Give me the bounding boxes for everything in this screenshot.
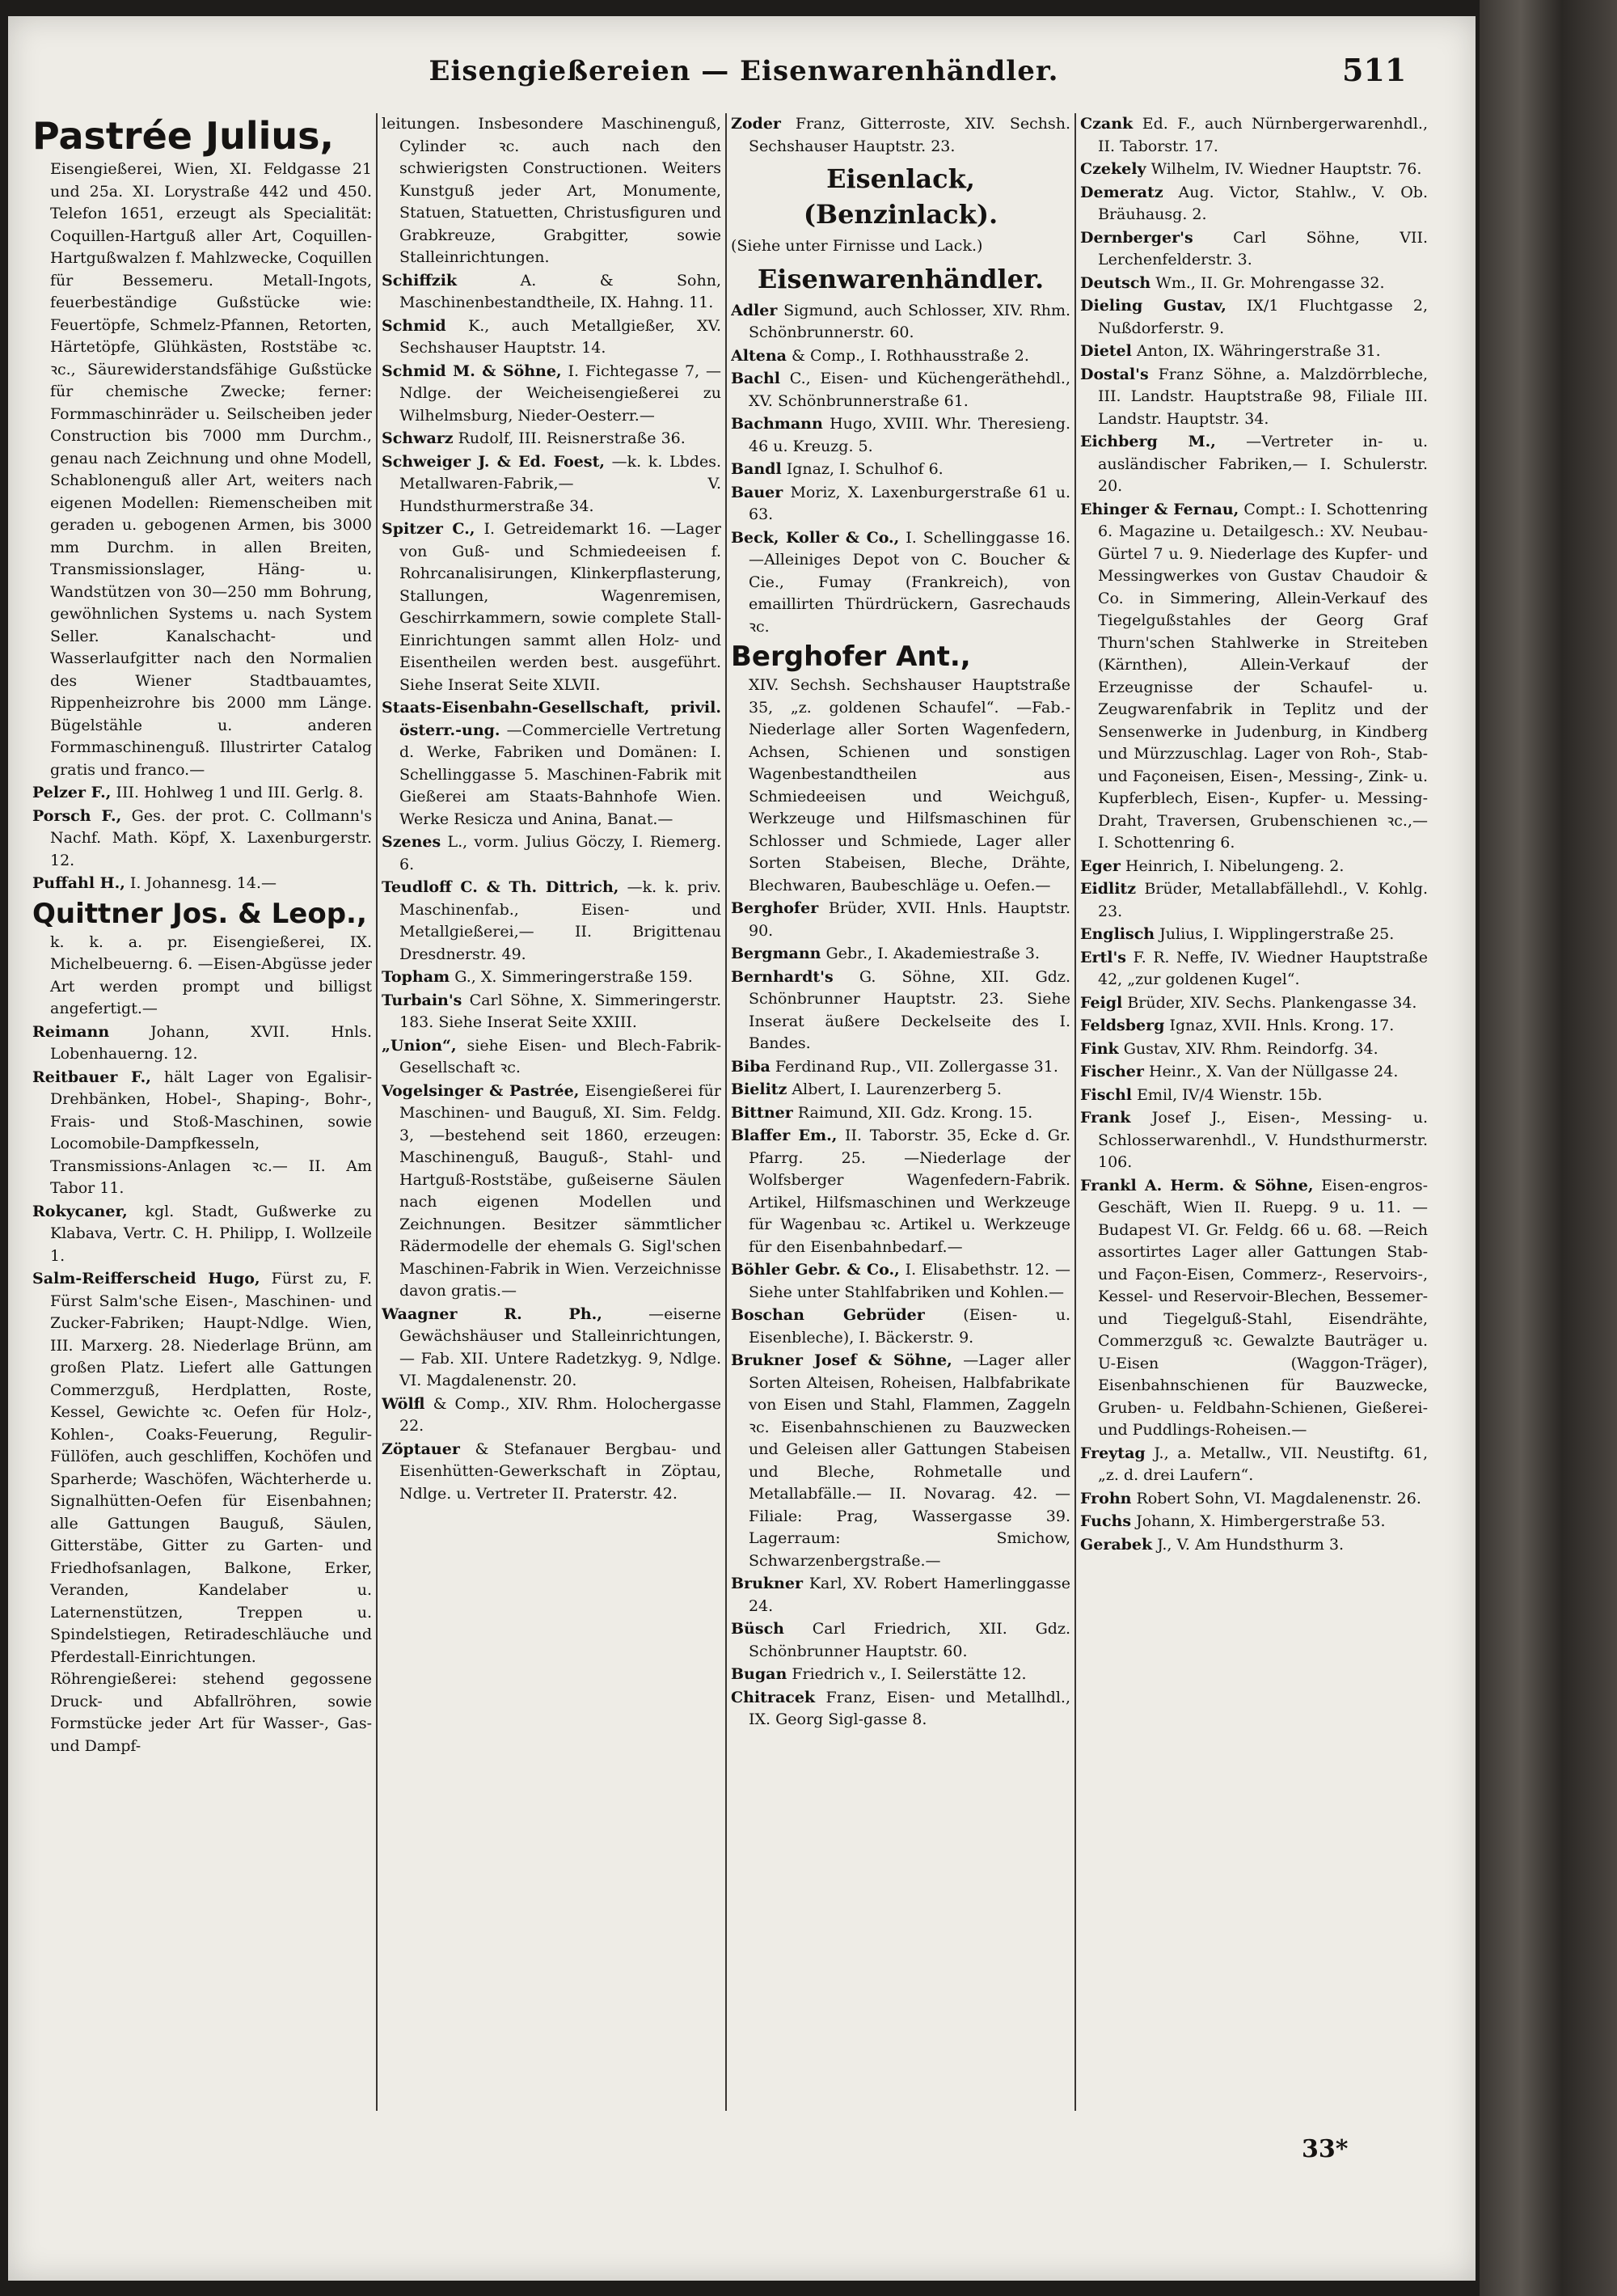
directory-entry bbox=[1080, 159, 1428, 181]
entry-name: Czank bbox=[1080, 115, 1134, 133]
entry-name: Vogelsinger & Pastrée, bbox=[382, 1081, 580, 1100]
entry-text: Brüder, Metallabfällehdl., V. Kohlg. 23. bbox=[1098, 880, 1428, 920]
entry-name: Eichberg M., bbox=[1080, 433, 1216, 450]
entry-text: —Lager aller Sorten Alteisen, Roheisen, Halbfabrikate von Eisen und Stahl, Flammen, Zaggeln ꝛc. Eisenbahnschienen zu Bauzwecken und Geleisen aller Gattungen Stabeisen und Bleche, Rohmetalle und Metallabfälle.— II. Novarag. 42. —Filiale: Prag, Wassergasse 39. Lagerraum: Smichow, Schwarzenbergstraße.— bbox=[749, 1351, 1070, 1570]
entry-name: Bauer bbox=[731, 483, 783, 501]
entry-name: Schmid bbox=[382, 316, 446, 335]
directory-entry bbox=[382, 361, 721, 428]
directory-entry bbox=[1080, 1488, 1428, 1511]
directory-entry bbox=[1080, 924, 1428, 946]
entry-name: Feldsberg bbox=[1080, 1017, 1165, 1034]
entry-text: —Vertreter in- u. ausländischer Fabriken,— I. Schulerstr. 20. bbox=[1098, 433, 1428, 495]
entry-name: Czekely bbox=[1080, 160, 1146, 178]
entry-text: I. Schellinggasse 16. —Alleiniges Depot von C. Boucher & Cie., Fumay (Frankreich), von emaillirten Thürdrückern, Gasrechauds ꝛc. bbox=[749, 528, 1070, 636]
entry-name: Boschan Gebrüder bbox=[731, 1306, 925, 1324]
entry-text: Raimund, XII. Gdz. Krong. 15. bbox=[797, 1103, 1033, 1122]
directory-entry bbox=[1080, 1038, 1428, 1061]
entry-name: Fischl bbox=[1080, 1085, 1133, 1104]
entry-text: Johann, XVII. Hnls. Lobenhauerng. 12. bbox=[50, 1022, 372, 1063]
entry-text: Aug. Victor, Stahlw., V. Ob. Bräuhausg. 2. bbox=[1098, 183, 1428, 223]
directory-entry bbox=[382, 966, 721, 989]
directory-entry bbox=[731, 527, 1070, 639]
entry-name: Schiffzik bbox=[382, 271, 458, 290]
entry-text: hält Lager von Egalisir-Drehbänken, Hobel-, Shaping-, Bohr-, Frais- und Stoß-Maschinen, sowie Locomobile-Dampfkesseln, Transmissions-Anlagen ꝛc.— II. Am Tabor 11. bbox=[50, 1068, 372, 1197]
entry-name: Dostal's bbox=[1080, 365, 1149, 383]
entry-text: F. R. Neffe, IV. Wiedner Hauptstraße 42, „zur goldenen Kugel“. bbox=[1098, 948, 1428, 988]
entry-name: Rokycaner, bbox=[32, 1202, 128, 1220]
entry-name: Freytag bbox=[1080, 1444, 1146, 1462]
entry-text: Heinr., X. Van der Nüllgasse 24. bbox=[1148, 1063, 1399, 1080]
entry-text: Ed. F., auch Nürnbergerwarenhdl., II. Taborstr. 17. bbox=[1098, 115, 1428, 155]
entry-name: Bugan bbox=[731, 1665, 787, 1683]
entry-text: Julius, I. Wipplingerstraße 25. bbox=[1159, 925, 1395, 943]
entry-name: Dietel bbox=[1080, 342, 1132, 360]
directory-entry bbox=[731, 1573, 1070, 1617]
entry-text: —k. k. Lbdes. Metallwaren-Fabrik,— V. Hundsthurmerstraße 34. bbox=[399, 452, 721, 515]
entry-text: & Stefanauer Bergbau- und Eisenhütten-Gewerkschaft in Zöptau, Ndlge. u. Vertreter II. Praterstr. 42. bbox=[399, 1440, 721, 1503]
entry-name: Eidlitz bbox=[1080, 880, 1136, 898]
entry-name: Teudloff C. & Th. Dittrich, bbox=[382, 878, 619, 896]
entry-name: Schweiger J. & Ed. Foest, bbox=[382, 452, 605, 471]
entry-name: Böhler Gebr. & Co., bbox=[731, 1261, 900, 1279]
directory-entry bbox=[382, 270, 721, 315]
page-signature: 33* bbox=[1302, 2135, 1349, 2163]
entry-name: Fuchs bbox=[1080, 1512, 1132, 1530]
entry-text: Carl Söhne, VII. Lerchenfelderstr. 3. bbox=[1098, 228, 1428, 269]
directory-entry bbox=[32, 873, 372, 895]
entry-text: Gustav, XIV. Rhm. Reindorfg. 34. bbox=[1123, 1039, 1378, 1058]
directory-entry bbox=[731, 1687, 1070, 1732]
directory-page bbox=[8, 16, 1476, 2281]
directory-entry bbox=[731, 413, 1070, 458]
entry-text: Friedrich v., I. Seilerstätte 12. bbox=[792, 1665, 1027, 1683]
entry-text: Ferdinand Rup., VII. Zollergasse 31. bbox=[775, 1057, 1058, 1076]
directory-entry bbox=[731, 1125, 1070, 1258]
directory-entry bbox=[1080, 1107, 1428, 1174]
directory-entry bbox=[382, 697, 721, 831]
directory-entry bbox=[731, 1079, 1070, 1101]
entry-text: Johann, X. Himbergerstraße 53. bbox=[1136, 1512, 1386, 1530]
entry-name: Pelzer F., bbox=[32, 784, 112, 801]
directory-entry bbox=[1080, 1511, 1428, 1533]
page-header-title: Eisengießereien — Eisenwarenhändler. bbox=[429, 55, 1059, 87]
entry-name: Bielitz bbox=[731, 1080, 787, 1098]
directory-entry bbox=[731, 1664, 1070, 1686]
entry-name: Ehinger & Fernau, bbox=[1080, 500, 1239, 518]
entry-name: Bergmann bbox=[731, 945, 821, 962]
entry-text: G. Söhne, XII. Gdz. Schönbrunner Hauptstr. 23. Siehe Inserat äußere Deckelseite des I. Bandes. bbox=[749, 967, 1070, 1052]
directory-entry bbox=[731, 113, 1070, 158]
entry-name: Wölfl bbox=[382, 1394, 425, 1413]
entry-text: Franz, Gitterroste, XIV. Sechsh. Sechshauser Hauptstr. 23. bbox=[749, 115, 1070, 155]
directory-entry bbox=[731, 966, 1070, 1055]
entry-text: (Eisen- u. Eisenbleche), I. Bäckerstr. 9. bbox=[749, 1306, 1070, 1347]
entry-text: Franz, Eisen- und Metallhdl., IX. Georg Sigl-gasse 8. bbox=[749, 1688, 1070, 1728]
entry-text: Wm., II. Gr. Mohrengasse 32. bbox=[1155, 273, 1385, 292]
entry-text: K., auch Metallgießer, XV. Sechshauser Hauptstr. 14. bbox=[399, 316, 721, 357]
entry-text: XIV. Sechsh. Sechshauser Hauptstraße 35, „z. goldenen Schaufel“. —Fab.-Niederlage aller Sorten Wagenfedern, Achsen, Schienen und sonstigen Wagenbestandtheilen aus Schmiedeeisen und Weichguß, Werkzeuge und Hilfsmaschinen für Schlosser und Schmiede, Lager aller Sorten Stabeisen, Bleche, Drähte, Blechwaren, Baubeschläge u. Oefen.— bbox=[749, 676, 1070, 894]
entry-text: Wilhelm, IV. Wiedner Hauptstr. 76. bbox=[1150, 160, 1422, 178]
entry-name: Demeratz bbox=[1080, 183, 1163, 201]
directory-entry bbox=[382, 113, 721, 269]
entry-text: & Comp., XIV. Rhm. Holochergasse 22. bbox=[399, 1394, 721, 1435]
directory-entry bbox=[382, 518, 721, 696]
entry-name: Schwarz bbox=[382, 429, 454, 447]
entry-name: Salm-Reifferscheid Hugo, bbox=[32, 1270, 260, 1288]
entry-text: Anton, IX. Währingerstraße 31. bbox=[1136, 342, 1381, 360]
entry-text: Josef J., Eisen-, Messing- u. Schlosserwarenhdl., V. Hundsthurmerstr. 106. bbox=[1098, 1109, 1428, 1171]
entry-name: Bernhardt's bbox=[731, 967, 834, 986]
directory-entry bbox=[1080, 295, 1428, 340]
directory-entry bbox=[731, 482, 1070, 526]
directory-entry bbox=[731, 639, 1070, 897]
directory-entry bbox=[32, 1021, 372, 1066]
directory-entry bbox=[1080, 273, 1428, 295]
column-divider bbox=[376, 113, 378, 2111]
entry-text: J., V. Am Hundsthurm 3. bbox=[1157, 1535, 1345, 1554]
entry-text: Eisengießerei, Wien, XI. Feldgasse 21 und 25a. XI. Lorystraße 442 und 450. Telefon 1651, erzeugt als Specialität: Coquillen-Hartguß aller Art, Coquillen-Hartgußwalzen f. Mahlzwecke, Coquillen für Bessemeru. Metall-Ingots, feuerbeständige Gußstücke wie: Feuertöpfe, Schmelz-Pfannen, Retorten, Härtetöpfe, Glühkästen, Roststäbe ꝛc. ꝛc., Säurewiderstandsfähige Gußstücke für chemische Zwecke; ferner: Formmaschinräder u. Seilscheiben jeder Construction bis 7000 mm Durchm., genau nach Zeichnung und ohne Modell, Schablonenguß aller Art, weiters nach eigenen Modellen: Riemenscheiben mit geraden u. gebogenen Armen, bis 3000 mm Durchm. in allen Breiten, Transmissionslager, Häng- u. Wandstützen von 30—250 mm Bohrung, gewöhnlichen Systems u. nach System Seller. Kanalschacht- und Wasserlaufgitter nach den Normalien des Wiener Stadtbauamtes, Rippenheizrohre bis 2000 mm Länge. Bügelstähle u. anderen Formmaschinenguß. Illustrirter Catalog gratis und franco.— bbox=[50, 160, 372, 779]
directory-entry bbox=[1080, 113, 1428, 158]
directory-entry bbox=[32, 806, 372, 873]
directory-entry bbox=[382, 451, 721, 518]
entry-text: I. Johannesg. 14.— bbox=[129, 874, 277, 892]
entry-name: Eger bbox=[1080, 856, 1121, 875]
entry-text: —Commercielle Vertretung d. Werke, Fabriken und Domänen: I. Schellinggasse 5. Maschinen-Fabrik mit Gießerei am Staats-Bahnhofe Wien. Werke Resicza und Anina, Banat.— bbox=[399, 721, 721, 828]
column-2 bbox=[382, 113, 721, 2119]
directory-entry bbox=[32, 782, 372, 805]
directory-entry bbox=[32, 113, 372, 781]
directory-entry bbox=[1080, 1085, 1428, 1107]
directory-entry bbox=[382, 1080, 721, 1303]
entry-name: Ertl's bbox=[1080, 948, 1126, 966]
entry-name: Gerabek bbox=[1080, 1535, 1153, 1554]
entry-text: Gebr., I. Akademiestraße 3. bbox=[825, 945, 1041, 962]
column-1 bbox=[32, 113, 372, 2119]
column-divider bbox=[1074, 113, 1076, 2111]
directory-entry bbox=[731, 1259, 1070, 1304]
entry-text: Franz Söhne, a. Malzdörrbleche, III. Landstr. Hauptstraße 98, Filiale III. Landstr. Hauptstr. 34. bbox=[1098, 365, 1428, 428]
entry-name: Pastrée Julius, bbox=[32, 114, 334, 158]
directory-entry bbox=[1080, 364, 1428, 431]
entry-text: Ignaz, XVII. Hnls. Krong. 17. bbox=[1169, 1017, 1395, 1034]
entry-text: Hugo, XVIII. Whr. Theresieng. 46 u. Kreuzg. 5. bbox=[749, 415, 1070, 455]
entry-name: Fischer bbox=[1080, 1063, 1144, 1080]
directory-entry bbox=[1080, 1015, 1428, 1038]
directory-entry bbox=[382, 1439, 721, 1506]
entry-text: Moriz, X. Laxenburgerstraße 61 u. 63. bbox=[749, 483, 1070, 523]
directory-entry bbox=[731, 1350, 1070, 1572]
entry-text: kgl. Stadt, Gußwerke zu Klabava, Vertr. C. H. Philipp, I. Wollzeile 1. bbox=[50, 1202, 372, 1265]
entry-name: Bandl bbox=[731, 460, 782, 478]
entry-name: Fink bbox=[1080, 1039, 1119, 1058]
entry-text: (Siehe unter Firnisse und Lack.) bbox=[731, 237, 983, 255]
entry-text: Rudolf, III. Reisnerstraße 36. bbox=[458, 429, 686, 447]
directory-entry bbox=[382, 831, 721, 876]
entry-name: Büsch bbox=[731, 1620, 784, 1638]
section-heading: Eisenwarenhändler. bbox=[757, 263, 1045, 294]
entry-name: Staats-Eisenbahn-Gesellschaft, privil. österr.-ung. bbox=[382, 699, 721, 739]
entry-text: Eisengießerei für Maschinen- und Bauguß, XI. Sim. Feldg. 3, —bestehend seit 1860, erzeugen: Maschinenguß, Bauguß-, Stahl- und Hartguß-Roststäbe, gußeiserne Säulen nach eigenen Modellen und Zeichnungen. Besitzer sämmtlicher Rädermodelle der ehemals G. Sigl'schen Maschinen-Fabrik in Wien. Verzeichnisse davon gratis.— bbox=[399, 1081, 721, 1300]
entry-text: & Comp., I. Rothhausstraße 2. bbox=[792, 346, 1029, 365]
entry-name: Frankl A. Herm. & Söhne, bbox=[1080, 1176, 1314, 1195]
section-heading: Eisenlack, (Benzinlack). bbox=[803, 163, 998, 230]
column-divider bbox=[725, 113, 727, 2111]
entry-name: Waagner R. Ph., bbox=[382, 1304, 602, 1323]
directory-entry bbox=[1080, 878, 1428, 923]
entry-name: Schmid M. & Söhne, bbox=[382, 362, 562, 380]
entry-name: Bachmann bbox=[731, 415, 823, 433]
entry-text: IX/1 Fluchtgasse 2, Nußdorferstr. 9. bbox=[1098, 297, 1428, 337]
directory-entry bbox=[731, 345, 1070, 368]
directory-entry bbox=[382, 1035, 721, 1080]
entry-text: Compt.: I. Schottenring 6. Magazine u. Detailgesch.: XV. Neubau-Gürtel 7 u. 9. Niederlage des Kupfer- und Messingwerkes von Gustav Chaudoir & Co. in Simmering, Allein-Verkauf des Tiegelgußstahles der Georg Graf Thurn'schen Stahlwerke in Streiteben (Kärnthen), Allein-Verkauf der Erzeugnisse der Schaufel- u. Zeugwarenfabrik in Teplitz und der Sensenwerke in Judenburg, in Kindberg und Mürzzuschlag. Lager von Roh-, Stab- und Façoneisen, Eisen-, Messing-, Zink- u. Kupferblech, Eisen-, Kupfer- u. Messing-Draht, Traversen, Grubenschienen ꝛc.,— I. Schottenring 6. bbox=[1098, 500, 1428, 852]
entry-text: Robert Sohn, VI. Magdalenenstr. 26. bbox=[1136, 1489, 1421, 1507]
entry-name: Englisch bbox=[1080, 925, 1155, 943]
entry-name: Feigl bbox=[1080, 993, 1123, 1012]
entry-text: Albert, I. Laurenzerberg 5. bbox=[792, 1080, 1002, 1098]
entry-name: „Union“, bbox=[382, 1036, 457, 1055]
entry-name: Dernberger's bbox=[1080, 228, 1193, 247]
entry-text: Ignaz, I. Schulhof 6. bbox=[786, 460, 944, 478]
entry-text: Heinrich, I. Nibelungeng. 2. bbox=[1125, 856, 1345, 875]
entry-text: Sigmund, auch Schlosser, XIV. Rhm. Schönbrunnerstr. 60. bbox=[749, 301, 1070, 341]
entry-name: Brukner Josef & Söhne, bbox=[731, 1351, 952, 1369]
entry-name: Blaffer Em., bbox=[731, 1127, 838, 1144]
entry-text: —eiserne Gewächshäuser und Stalleinrichtungen,— Fab. XII. Untere Radetzkyg. 9, Ndlge. VI. Magdalenenstr. 20. bbox=[399, 1304, 721, 1389]
entry-name: Deutsch bbox=[1080, 273, 1151, 292]
directory-entry bbox=[731, 1102, 1070, 1125]
entry-name: Biba bbox=[731, 1057, 771, 1076]
directory-entry bbox=[731, 1056, 1070, 1079]
entry-name: Frank bbox=[1080, 1109, 1131, 1127]
directory-entry bbox=[1080, 992, 1428, 1015]
entry-text: Emil, IV/4 Wienstr. 15b. bbox=[1137, 1085, 1323, 1104]
directory-entry bbox=[382, 990, 721, 1034]
directory-entry bbox=[382, 428, 721, 450]
entry-name: Reitbauer F., bbox=[32, 1068, 151, 1086]
entry-name: Topham bbox=[382, 968, 450, 986]
directory-entry bbox=[1080, 182, 1428, 226]
entry-text: Karl, XV. Robert Hamerlinggasse 24. bbox=[749, 1575, 1070, 1615]
directory-entry bbox=[1080, 1175, 1428, 1442]
entry-name: Beck, Koller & Co., bbox=[731, 528, 900, 547]
directory-entry bbox=[1080, 1443, 1428, 1487]
entry-name: Porsch F., bbox=[32, 806, 122, 825]
entry-name: Dieling Gustav, bbox=[1080, 297, 1226, 315]
entry-name: Frohn bbox=[1080, 1489, 1132, 1507]
entry-text: Carl Söhne, X. Simmeringerstr. 183. Siehe Inserat Seite XXIII. bbox=[399, 991, 721, 1031]
entry-name: Adler bbox=[731, 301, 778, 319]
entry-text: J., a. Metallw., VII. Neustiftg. 61, „z. d. drei Laufern“. bbox=[1098, 1444, 1428, 1484]
entry-name: Spitzer C., bbox=[382, 520, 475, 538]
directory-entry bbox=[1080, 431, 1428, 498]
entry-text: leitungen. Insbesondere Maschinenguß, Cylinder ꝛc. auch nach den schwierigsten Constructionen. Weiters Kunstguß jeder Art, Monumente, Statuen, Statuetten, Christusfiguren und Grabkreuze, Grabgitter, sowie Stalleinrichtungen. bbox=[382, 115, 721, 266]
directory-entry bbox=[731, 368, 1070, 412]
entry-text: A. & Sohn, Maschinenbestandtheile, IX. Hahng. 11. bbox=[399, 271, 721, 311]
entry-name: Bachl bbox=[731, 370, 780, 387]
entry-name: Altena bbox=[731, 346, 787, 365]
entry-text: I. Elisabethstr. 12. —Siehe unter Stahlfabriken und Kohlen.— bbox=[749, 1261, 1070, 1301]
directory-entry bbox=[731, 1618, 1070, 1663]
entry-name: Chitracek bbox=[731, 1688, 816, 1706]
directory-entry bbox=[32, 1067, 372, 1200]
entry-name: Zöptauer bbox=[382, 1440, 460, 1458]
directory-entry bbox=[382, 1393, 721, 1438]
entry-text: siehe Eisen- und Blech-Fabrik-Gesellschaft ꝛc. bbox=[399, 1036, 721, 1076]
directory-entry bbox=[382, 1304, 721, 1393]
entry-name: Reimann bbox=[32, 1022, 110, 1041]
directory-entry bbox=[1080, 856, 1428, 878]
directory-entry bbox=[32, 1201, 372, 1268]
directory-entry bbox=[1080, 340, 1428, 363]
directory-entry bbox=[1080, 947, 1428, 992]
directory-entry bbox=[382, 877, 721, 966]
entry-text: Ges. der prot. C. Collmann's Nachf. Math. Köpf, X. Laxenburgerstr. 12. bbox=[50, 806, 372, 869]
entry-text: C., Eisen- und Küchengeräthehdl., XV. Schönbrunnerstraße 61. bbox=[749, 370, 1070, 410]
entry-name: Puffahl H., bbox=[32, 874, 125, 892]
entry-text: III. Hohlweg 1 und III. Gerlg. 8. bbox=[116, 784, 364, 801]
directory-entry bbox=[731, 235, 1070, 258]
entry-name: Berghofer Ant., bbox=[731, 641, 971, 673]
entry-name: Berghofer bbox=[731, 899, 819, 917]
directory-entry bbox=[1080, 227, 1428, 272]
directory-entry bbox=[731, 943, 1070, 966]
entry-text: Fürst zu, F. Fürst Salm'sche Eisen-, Maschinen- und Zucker-Fabriken; Haupt-Ndlge. Wien, III. Marxerg. 28. Niederlage Brünn, am großen Platz. Liefert alle Gattungen Commerzguß, Herdplatten, Roste, Kessel, Gewichte ꝛc. Oefen für Holz-, Kohlen-, Coaks-Feuerung, Regulir-Füllöfen, auch geschliffen, Kochöfen und Sparherde; Waschöfen, Wächterherde u. Signalhütten-Oefen für Eisenbahnen; alle Gattungen Bauguß, Säulen, Gitterstäbe, Gitter zu Garten- und Friedhofsanlagen, Balkone, Erker, Veranden, Kandelaber u. Laternenstützen, Treppen u. Spindelstiegen, Retiradeschläuche und Pferdestall-Einrichtungen. Röhrengießerei: stehend gegossene Druck- und Abfallröhren, sowie Formstücke jeder Art für Wasser-, Gas- und Dampf- bbox=[50, 1270, 372, 1755]
directory-entry bbox=[1080, 1061, 1428, 1084]
column-3 bbox=[731, 113, 1070, 2119]
directory-entry bbox=[1080, 499, 1428, 855]
column-4 bbox=[1080, 113, 1428, 2119]
entry-name: Brukner bbox=[731, 1575, 803, 1592]
entry-text: G., X. Simmeringerstraße 159. bbox=[454, 968, 693, 986]
entry-name: Quittner Jos. & Leop., bbox=[32, 897, 367, 930]
entry-name: Szenes bbox=[382, 833, 441, 851]
directory-entry bbox=[731, 459, 1070, 481]
entry-text: Eisen-engros-Geschäft, Wien II. Ruepg. 9 u. 11. —Budapest VI. Gr. Feldg. 66 u. 68. —Reich assortirtes Lager aller Gattungen Stab- und Façon-Eisen, Commerz-, Reservoirs-, Kessel- und Reservoir-Blechen, Bessemer- und Tiegelguß-Stahl, Eisendrähte, Commerzguß ꝛc. Gewalzte Bauträger u. U-Eisen (Waggon-Träger), Eisenbahnschienen für Bauzwecke, Gruben- u. Feldbahn-Schienen, Gießerei- und Puddlings-Roheisen.— bbox=[1098, 1176, 1428, 1439]
entry-text: k. k. a. pr. Eisengießerei, IX. Michelbeuerng. 6. —Eisen-Abgüsse jeder Art werden prompt und billigst angefertigt.— bbox=[50, 932, 372, 1017]
book-edge bbox=[1480, 0, 1617, 2296]
entry-text: L., vorm. Julius Göczy, I. Riemerg. 6. bbox=[399, 833, 721, 873]
entry-text: I. Fichtegasse 7, —Ndlge. der Weicheisengießerei zu Wilhelmsburg, Nieder-Oesterr.— bbox=[399, 362, 721, 425]
directory-entry bbox=[731, 1304, 1070, 1349]
entry-name: Zoder bbox=[731, 115, 781, 133]
directory-entry bbox=[1080, 1534, 1428, 1557]
directory-entry bbox=[731, 300, 1070, 345]
directory-entry bbox=[32, 1268, 372, 1757]
directory-entry bbox=[32, 896, 372, 1021]
entry-text: Carl Friedrich, XII. Gdz. Schönbrunner Hauptstr. 60. bbox=[749, 1620, 1070, 1660]
directory-entry bbox=[731, 898, 1070, 942]
entry-text: Brüder, XIV. Sechs. Plankengasse 34. bbox=[1127, 993, 1417, 1012]
entry-text: —k. k. priv. Maschinenfab., Eisen- und Metallgießerei,— II. Brigittenau Dresdnerstr. 49. bbox=[399, 878, 721, 963]
entry-text: I. Getreidemarkt 16. —Lager von Guß- und Schmiedeeisen f. Rohrcanalisirungen, Klinkerpflasterung, Stallungen, Wagenremisen, Geschirrkammern, sowie complete Stall-Einrichtungen sammt allen Holz- und Eisentheilen werden best. ausgeführt. Siehe Inserat Seite XLVII. bbox=[399, 520, 721, 694]
directory-entry bbox=[382, 315, 721, 360]
entry-text: Brüder, XVII. Hnls. Hauptstr. 90. bbox=[749, 899, 1070, 940]
entry-name: Bittner bbox=[731, 1103, 793, 1122]
entry-name: Turbain's bbox=[382, 991, 462, 1009]
page-number: 511 bbox=[1342, 52, 1407, 88]
entry-text: II. Taborstr. 35, Ecke d. Gr. Pfarrg. 25. —Niederlage der Wolfsberger Wagenfedern-Fabrik. Artikel, Hilfsmaschinen und Werkzeuge für Wagenbau ꝛc. Artikel u. Werkzeuge für den Eisenbahnbedarf.— bbox=[749, 1127, 1070, 1256]
